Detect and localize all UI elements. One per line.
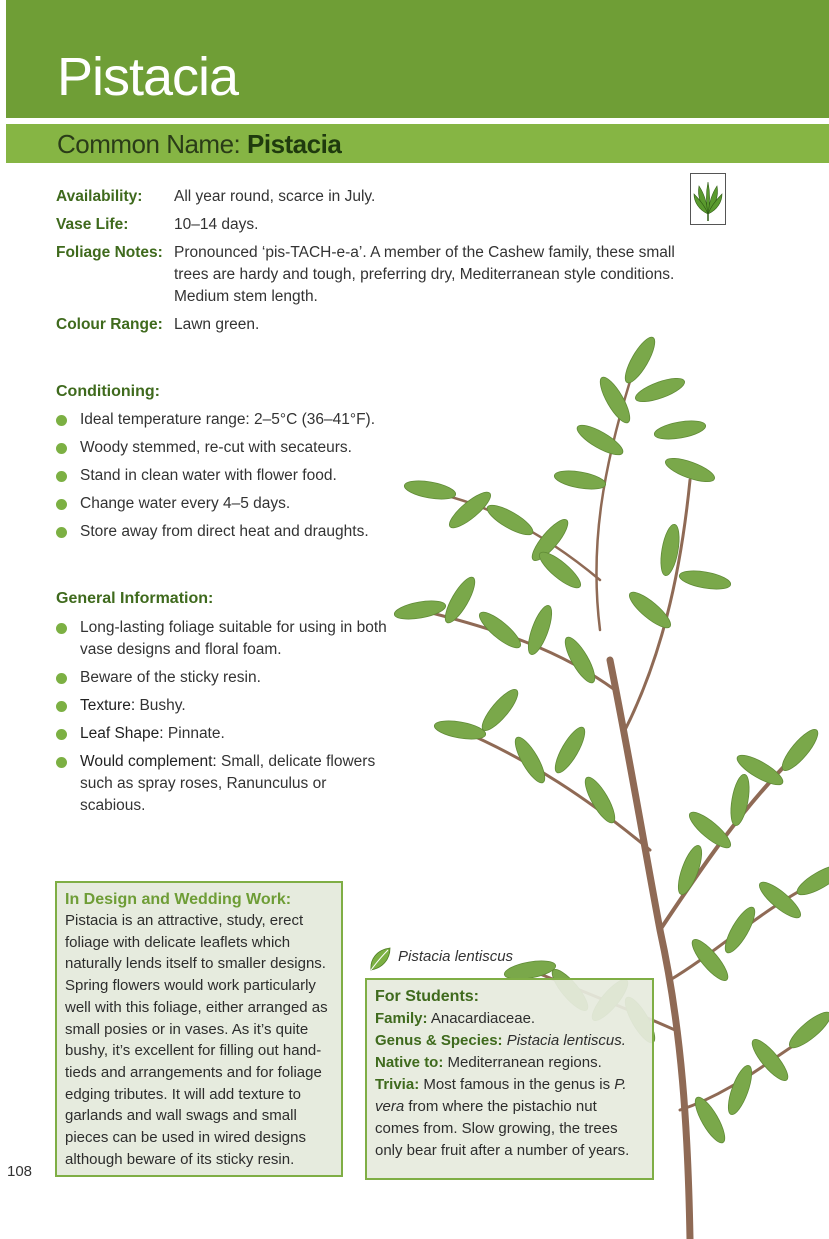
- details-list: [56, 186, 716, 342]
- detail-label: Colour Range:: [56, 316, 163, 333]
- leaf-icon: [368, 946, 392, 972]
- list-item-text: Beware of the sticky resin.: [80, 669, 261, 686]
- common-name: [57, 129, 341, 160]
- detail-foliage-notes: [56, 242, 716, 308]
- trivia-text-2: from where the pistachio nut comes from. Slow growing, the trees only bear fruit after a number of years.: [375, 1098, 630, 1159]
- detail-value: All year round, scarce in July.: [174, 188, 376, 205]
- design-box-text: Pistacia is an attractive, study, erect foliage with delicate leaflets which naturally lends itself to smaller designs. Spring flowers would work particularly well with this foliage, either arranged as small posies or in vases. As it’s quite bushy, it’s excellent for filling out hand-tieds and arrangements and for foliage edging tributes. It will add texture to garlands and wall swags and small pieces can be used in wired designs although beware of its sticky resin.: [65, 912, 328, 1168]
- list-item-text: Long-lasting foliage suitable for using in both vase designs and floral foam.: [80, 619, 387, 658]
- list-item-text: Small, delicate flowers such as spray roses, Ranunculus or scabious.: [80, 753, 376, 814]
- students-native: [375, 1052, 644, 1074]
- students-trivia: [375, 1074, 644, 1162]
- bullet-icon: [56, 757, 67, 768]
- bullet-icon: [56, 499, 67, 510]
- conditioning-title: Conditioning:: [56, 383, 160, 400]
- list-item-label: Texture:: [80, 697, 136, 714]
- trivia-italic: P. vera: [375, 1076, 627, 1115]
- design-box-title: In Design and Wedding Work:: [65, 891, 292, 908]
- detail-availability: [56, 186, 716, 208]
- genus-value: Pistacia lentiscus.: [502, 1032, 626, 1049]
- list-item: [56, 617, 396, 661]
- list-item: [56, 667, 396, 689]
- list-item-label: Leaf Shape:: [80, 725, 164, 742]
- list-item-text: Stand in clean water with flower food.: [80, 467, 337, 484]
- page-number: 108: [7, 1163, 33, 1180]
- trivia-text-1: Most famous in the genus is: [419, 1076, 615, 1093]
- list-item-text: Ideal temperature range: 2–5°C (36–41°F).: [80, 411, 376, 428]
- students-box: [365, 978, 654, 1180]
- bullet-icon: [56, 623, 67, 634]
- students-genus: [375, 1030, 644, 1052]
- students-family: [375, 1008, 644, 1030]
- native-label: Native to:: [375, 1054, 444, 1071]
- trivia-label: Trivia:: [375, 1076, 420, 1093]
- list-item: [56, 723, 396, 745]
- list-item: [56, 695, 396, 717]
- detail-label: Foliage Notes:: [56, 244, 163, 261]
- family-value: Anacardiaceae.: [427, 1010, 536, 1027]
- list-item-text: Change water every 4–5 days.: [80, 495, 291, 512]
- bullet-icon: [56, 415, 67, 426]
- detail-value: Lawn green.: [174, 316, 260, 333]
- list-item-text: Pinnate.: [163, 725, 225, 742]
- list-item: [56, 409, 375, 431]
- detail-vase-life: [56, 214, 716, 236]
- list-item-text: Woody stemmed, re-cut with secateurs.: [80, 439, 352, 456]
- list-item-label: Would complement:: [80, 753, 217, 770]
- list-item-text: Store away from direct heat and draughts.: [80, 523, 369, 540]
- detail-label: Availability:: [56, 188, 143, 205]
- list-item-text: Bushy.: [135, 697, 186, 714]
- detail-value: 10–14 days.: [174, 216, 259, 233]
- general-info-list: [56, 617, 396, 823]
- design-wedding-box: [55, 881, 343, 1177]
- bullet-icon: [56, 673, 67, 684]
- detail-label: Vase Life:: [56, 216, 129, 233]
- detail-value: Pronounced ‘pis-TACH-e-a’. A member of the Cashew family, these small trees are hardy and tough, preferring dry, Mediterranean style conditions. Medium stem length.: [174, 244, 675, 305]
- bullet-icon: [56, 443, 67, 454]
- list-item: [56, 465, 375, 487]
- common-name-value: Pistacia: [247, 129, 342, 159]
- conditioning-list: [56, 409, 375, 549]
- species-caption: Pistacia lentiscus: [398, 948, 514, 965]
- title-band: [6, 0, 829, 118]
- common-name-label: Common Name:: [57, 129, 247, 159]
- list-item: [56, 521, 375, 543]
- page-title: Pistacia: [57, 47, 239, 107]
- bullet-icon: [56, 729, 67, 740]
- native-value: Mediterranean regions.: [443, 1054, 602, 1071]
- list-item: [56, 437, 375, 459]
- list-item: [56, 493, 375, 515]
- common-name-band: [6, 124, 829, 163]
- list-item: [56, 751, 396, 817]
- students-title: For Students:: [375, 988, 479, 1005]
- bullet-icon: [56, 471, 67, 482]
- bullet-icon: [56, 527, 67, 538]
- genus-label: Genus & Species:: [375, 1032, 503, 1049]
- family-label: Family:: [375, 1010, 428, 1027]
- general-info-title: General Information:: [56, 590, 214, 607]
- bullet-icon: [56, 701, 67, 712]
